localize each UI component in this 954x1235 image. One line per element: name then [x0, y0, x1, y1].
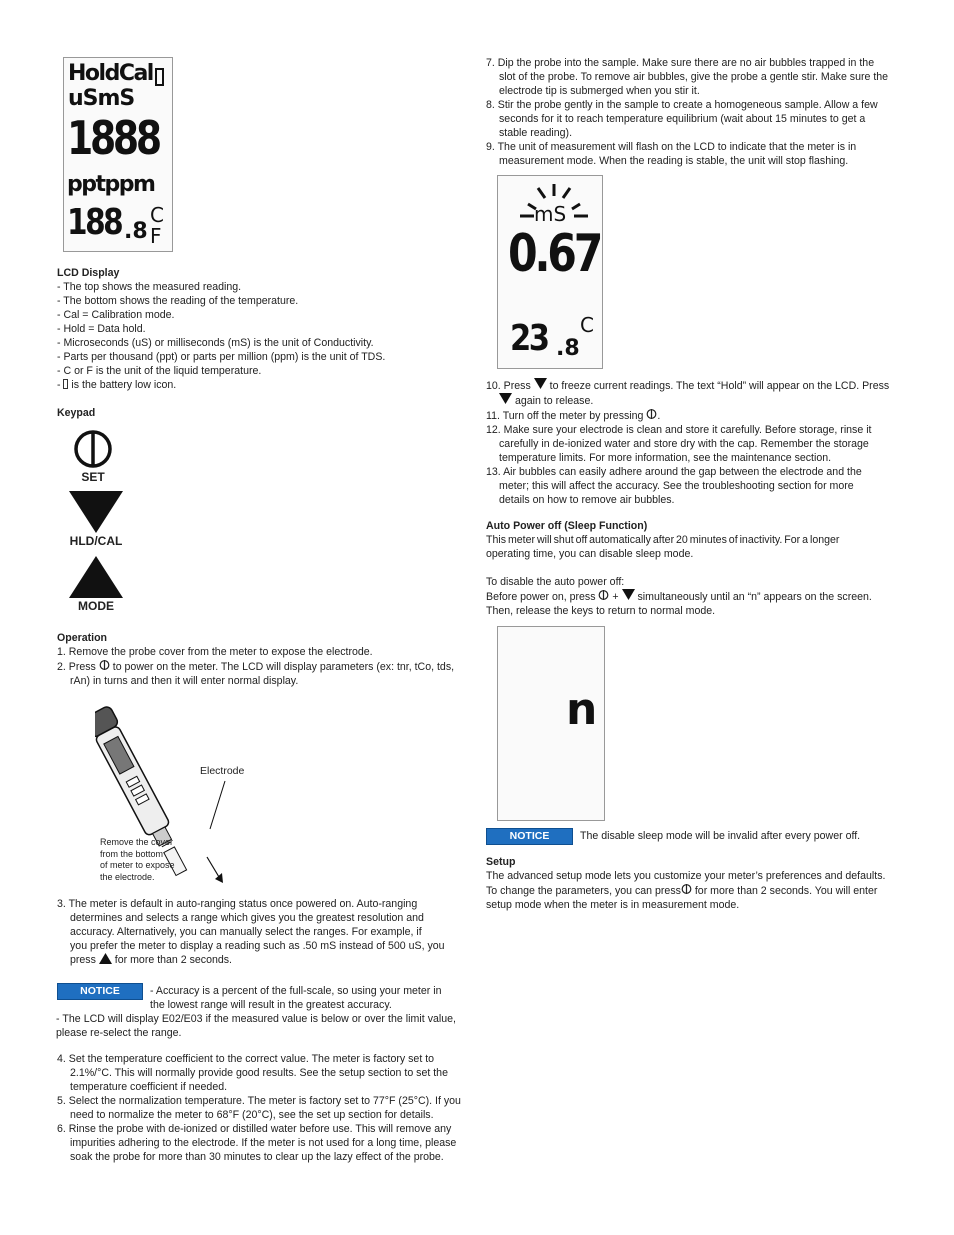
- lcd2-unit: mS: [534, 202, 567, 226]
- auto-power-title: Auto Power off (Sleep Function): [486, 520, 648, 532]
- setup-line: setup mode when the meter is in measurement mode.: [486, 899, 740, 911]
- lcd2-temp: 23: [510, 318, 548, 359]
- step8-line: seconds for it to reach temperature equilibrium (wait about 15 minutes to get a: [499, 113, 866, 125]
- key-set-label: SET: [81, 470, 105, 484]
- key-mode: [64, 555, 128, 615]
- notice-line: - Accuracy is a percent of the full-scale, so using your meter in: [150, 985, 442, 997]
- notice-extra: - The LCD will display E02/E03 if the measured value is below or over the limit value, please re-select the range.: [56, 1013, 456, 1039]
- notice-badge-right: NOTICE: [486, 828, 573, 845]
- lcd-row-usms: uSmS: [68, 86, 135, 111]
- spacer: [486, 561, 898, 575]
- operation-steps-4-6: [57, 1052, 469, 1164]
- step6-line: soak the probe for more than 30 minutes to clear up the lazy effect of the probe.: [70, 1151, 444, 1163]
- step7-line: slot of the probe. To remove air bubbles, give the probe a gentle stir. Make sure the: [499, 71, 889, 83]
- lcd-unit-c: C: [150, 203, 164, 227]
- power-icon: [681, 883, 692, 895]
- battery-item-suffix: is the battery low icon.: [68, 379, 177, 391]
- battery-icon: [155, 68, 164, 86]
- step4-line: 4. Set the temperature coefficient to the correct value. The meter is factory set to: [57, 1053, 435, 1065]
- triangle-up-icon: [99, 953, 112, 964]
- key-set: [64, 428, 122, 486]
- disable-release: Then, release the keys to return to normal mode.: [486, 605, 716, 617]
- setup-text-b: for more than 2 seconds. You will enter: [691, 885, 878, 897]
- step10-text-c: again to release.: [512, 395, 594, 407]
- step8-line: stable reading).: [499, 127, 573, 139]
- step13-line: 13. Air bubbles can easily adhere around the gap between the electrode and the: [486, 466, 862, 478]
- step9-line: measurement mode. When the reading is stable, the unit will stop flashing.: [499, 155, 849, 167]
- notice-line: the lowest range will result in the greatest accuracy.: [150, 999, 392, 1011]
- keypad-title: Keypad: [57, 407, 96, 419]
- operation-step-2: [57, 659, 469, 674]
- battery-item-prefix: -: [57, 379, 64, 391]
- key-hld-cal: [64, 490, 128, 550]
- lcd-unit-f: F: [150, 224, 162, 248]
- disable-plus: +: [609, 591, 622, 603]
- electrode-label: Electrode: [200, 765, 245, 777]
- notice-text: [150, 984, 470, 1012]
- operation-section: [57, 631, 469, 688]
- remove-cover-note: [100, 837, 175, 883]
- lcd-display-item: [57, 378, 469, 392]
- step3-line: determines and selects a range which gives you the greatest resolution and: [70, 912, 424, 924]
- step4-line: temperature coefficient if needed.: [70, 1081, 228, 1093]
- step6-line: impurities adhering to the electrode. If the meter is not used for a long time, please: [70, 1137, 457, 1149]
- step5-line: 5. Select the normalization temperature. The meter is factory set to 77°F (25°C). If you: [57, 1095, 461, 1107]
- triangle-down-icon: [622, 589, 635, 601]
- setup-line: [486, 883, 898, 898]
- power-icon: [598, 589, 609, 601]
- disable-text-b: simultaneously until an “n” appears on the screen.: [634, 591, 872, 603]
- triangle-down-icon: [499, 393, 512, 405]
- step3-line: 3. The meter is default in auto-ranging status once powered on. Auto-ranging: [57, 898, 418, 910]
- setup-title: Setup: [486, 856, 516, 868]
- step12-line: 12. Make sure your electrode is clean and store it carefully. Before storage, rinse it: [486, 424, 872, 436]
- disable-title: To disable the auto power off:: [486, 576, 625, 588]
- lcd2-temp-unit: C: [580, 313, 594, 337]
- step5-line: need to normalize the meter to 68°F (20°C), see the set up section for details.: [70, 1109, 434, 1121]
- triangle-down-icon: [64, 490, 128, 534]
- notice-text-right: The disable sleep mode will be invalid after every power off.: [580, 830, 861, 842]
- lcd3-char: n: [566, 684, 598, 735]
- step11-line: [486, 408, 898, 423]
- lcd-display-item: - Microseconds (uS) or milliseconds (mS) is the unit of Conductivity.: [57, 337, 374, 349]
- lcd-display-item: - Parts per thousand (ppt) or parts per million (ppm) is the unit of TDS.: [57, 351, 386, 363]
- step7-line: 7. Dip the probe into the sample. Make sure there are no air bubbles trapped in the: [486, 57, 875, 69]
- lcd-display-section: [57, 266, 469, 392]
- step2-text-a: 2. Press: [57, 661, 99, 673]
- step6-line: 6. Rinse the probe with de-ionized or distilled water before use. This will remove any: [57, 1123, 452, 1135]
- step3-line: you prefer the meter to display a reading such as .50 mS instead of 500 uS, you: [70, 940, 445, 952]
- step9-line: 9. The unit of measurement will flash on the LCD to indicate that the meter is in: [486, 141, 857, 153]
- setup-line: The advanced setup mode lets you customize your meter’s preferences and defaults.: [486, 870, 886, 882]
- notice-badge: NOTICE: [57, 983, 143, 1000]
- lcd-display-item: - Hold = Data hold.: [57, 323, 146, 335]
- step3-line: [57, 953, 469, 967]
- step10-text-a: 10. Press: [486, 380, 534, 392]
- lcd-display-item: - Cal = Calibration mode.: [57, 309, 175, 321]
- step4-line: 2.1%/°C. This will normally provide good results. See the setup section to set the: [70, 1067, 448, 1079]
- power-icon: [64, 428, 122, 472]
- lcd-display-item: - The bottom shows the reading of the temperature.: [57, 295, 299, 307]
- step12-line: carefully in de-ionized water and store dry with the cap. Remember the storage: [499, 438, 869, 450]
- step7-line: electrode tip is submerged when you stir it.: [499, 85, 700, 97]
- remove-cover-line: the electrode.: [100, 871, 155, 882]
- triangle-down-icon: [534, 378, 547, 390]
- lcd-display-figure: [63, 57, 173, 252]
- key-mode-label: MODE: [78, 599, 114, 613]
- step11-text-a: 11. Turn off the meter by pressing: [486, 410, 647, 422]
- remove-cover-line: Remove the cover: [100, 837, 174, 847]
- operation-title: Operation: [57, 632, 108, 644]
- step12-line: temperature limits. For more information, see the maintenance section.: [499, 452, 832, 464]
- step3-press: press: [70, 954, 99, 966]
- lcd-temp-decimal: .8: [124, 219, 148, 244]
- operation-step-1: 1. Remove the probe cover from the meter to expose the electrode.: [57, 646, 373, 658]
- step8-line: 8. Stir the probe gently in the sample to create a homogeneous sample. Allow a few: [486, 99, 878, 111]
- lcd-row-holdcal: HoldCal: [68, 61, 153, 86]
- lcd2-reading: 0.67: [508, 224, 601, 284]
- auto-power-off-section: [486, 519, 898, 618]
- key-hld-cal-label: HLD/CAL: [69, 534, 123, 548]
- lcd-display-title: LCD Display: [57, 267, 120, 279]
- triangle-up-icon: [64, 555, 128, 599]
- step2-text-b: to power on the meter. The LCD will display parameters (ex: tnr, tCo, tds,: [109, 661, 455, 673]
- disable-instruction: [486, 589, 898, 604]
- operation-step-3: [57, 897, 469, 967]
- lcd-sleep-disabled-figure: [497, 626, 605, 821]
- step13-line: details on how to remove air bubbles.: [499, 494, 675, 506]
- steps-10-13: [486, 378, 898, 507]
- probe-figure: [95, 697, 275, 887]
- lcd-row-pptppm: pptppm: [67, 172, 155, 197]
- step10-line-2: [486, 393, 898, 408]
- remove-cover-line: from the bottom: [100, 848, 164, 859]
- lcd-main-digits: 1888: [67, 111, 159, 165]
- steps-7-9: [486, 56, 898, 168]
- lcd-measurement-figure: [497, 175, 603, 369]
- auto-power-text: operating time, you can disable sleep mode.: [486, 548, 694, 560]
- setup-section: [486, 855, 898, 912]
- auto-power-text: This meter will shut off automatically after 20 minutes of inactivity. For a longer: [486, 534, 840, 546]
- step10-text-b: to freeze current readings. The text “Hold” will appear on the LCD. Press: [546, 380, 890, 392]
- lcd-display-item: - C or F is the unit of the liquid temperature.: [57, 365, 262, 377]
- disable-text-a: Before power on, press: [486, 591, 599, 603]
- step3-suffix: for more than 2 seconds.: [111, 954, 232, 966]
- step10-line: [486, 378, 898, 393]
- setup-text-a: To change the parameters, you can press: [486, 885, 681, 897]
- lcd2-temp-decimal: .8: [556, 336, 580, 361]
- lcd-temp-digits: 188: [67, 202, 122, 243]
- operation-step-2-cont: rAn) in turns and then it will enter normal display.: [70, 675, 299, 687]
- step3-line: accuracy. Alternatively, you can manually select the ranges. For example, if: [70, 926, 422, 938]
- step13-line: meter; this will affect the accuracy. See the troubleshooting section for more: [499, 480, 854, 492]
- lcd-display-item: - The top shows the measured reading.: [57, 281, 242, 293]
- power-icon: [99, 659, 110, 671]
- remove-cover-line: of meter to expose: [100, 860, 175, 870]
- step11-text-b: .: [657, 410, 661, 422]
- power-icon: [646, 408, 657, 420]
